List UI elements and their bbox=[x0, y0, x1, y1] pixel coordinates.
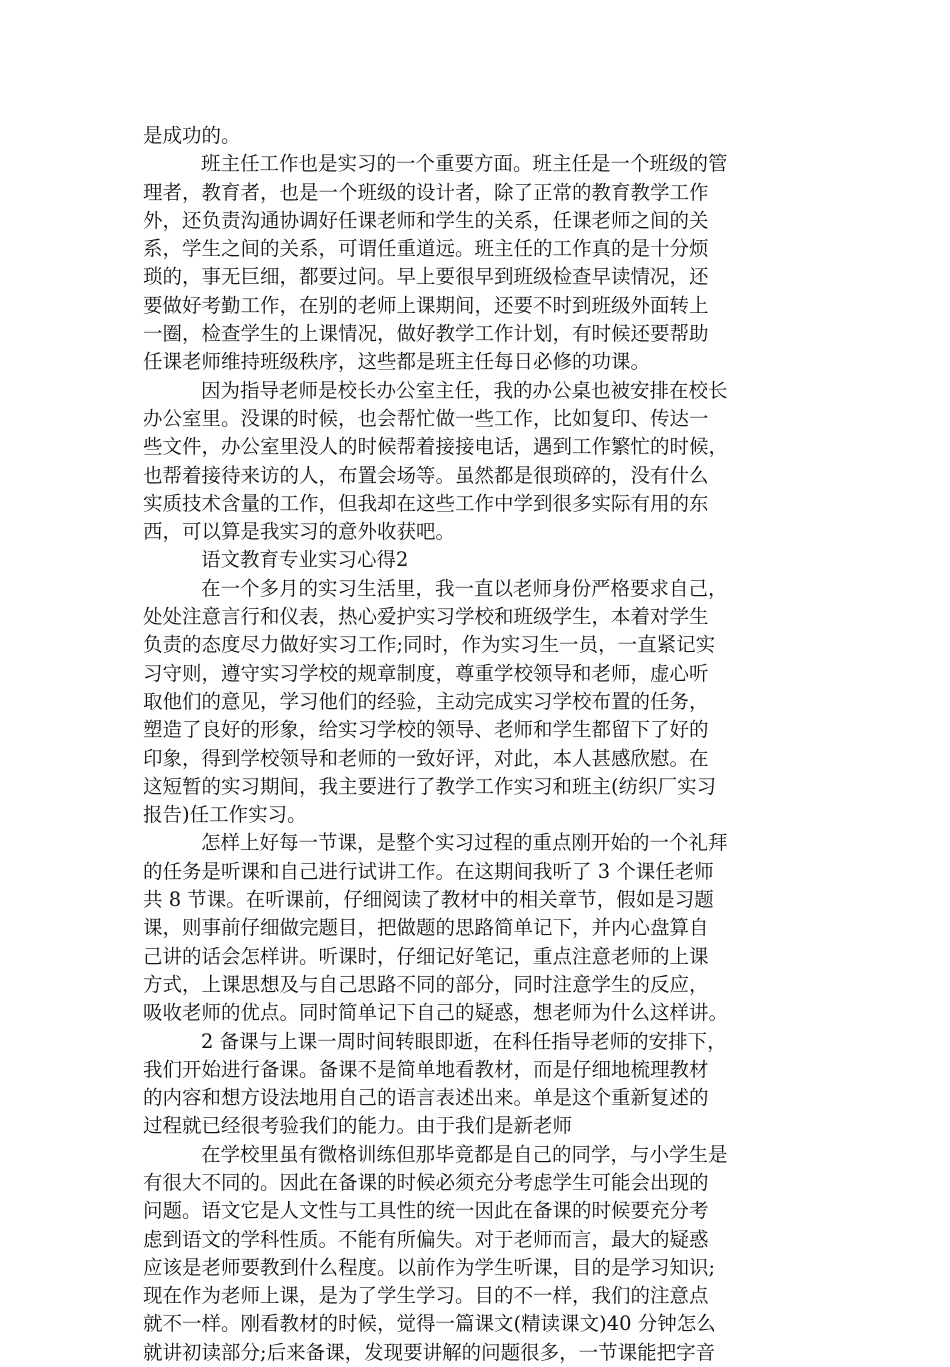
text-line: 的任务是听课和自己进行试讲工作。在这期间我听了 3 个课任老师 bbox=[143, 859, 714, 883]
text-line: 琐的，事无巨细，都要过问。早上要很早到班级检查早读情况，还 bbox=[143, 265, 709, 289]
document-body bbox=[143, 122, 813, 1367]
text-line: 理者，教育者，也是一个班级的设计者，除了正常的教育教学工作 bbox=[143, 180, 709, 204]
text-line: 外，还负责沟通协调好任课老师和学生的关系，任课老师之间的关 bbox=[143, 208, 709, 232]
text-line: 的内容和想方设法地用自己的语言表述出来。单是这个重新复述的 bbox=[143, 1086, 709, 1110]
text-line: 2 备课与上课一周时间转眼即逝，在科任指导老师的安排下， bbox=[201, 1029, 727, 1053]
text-line: 要做好考勤工作，在别的老师上课期间，还要不时到班级外面转上 bbox=[143, 293, 709, 317]
text-line: 过程就已经很考验我们的能力。由于我们是新老师 bbox=[143, 1114, 573, 1138]
text-line: 共 8 节课。在听课前，仔细阅读了教材中的相关章节，假如是习题 bbox=[143, 888, 714, 912]
text-line: 取他们的意见，学习他们的经验，主动完成实习学校布置的任务， bbox=[143, 689, 709, 713]
text-line: 印象，得到学校领导和老师的一致好评，对此，本人甚感欣慰。在 bbox=[143, 746, 709, 770]
text-line: 处处注意言行和仪表，热心爱护实习学校和班级学生，本着对学生 bbox=[143, 605, 709, 629]
text-line: 些文件，办公室里没人的时候帮着接接电话，遇到工作繁忙的时候， bbox=[143, 435, 729, 459]
text-line: 吸收老师的优点。同时简单记下自己的疑惑，想老师为什么这样讲。 bbox=[143, 1001, 729, 1025]
text-line: 报告)任工作实习。 bbox=[143, 803, 307, 827]
text-line: 我们开始进行备课。备课不是简单地看教材，而是仔细地梳理教材 bbox=[143, 1057, 709, 1081]
text-line: 在一个多月的实习生活里，我一直以老师身份严格要求自己， bbox=[201, 576, 728, 600]
text-line: 问题。语文它是人文性与工具性的统一因此在备课的时候要充分考 bbox=[143, 1199, 709, 1223]
text-line: 有很大不同的。因此在备课的时候必须充分考虑学生可能会出现的 bbox=[143, 1170, 709, 1194]
text-line: 现在作为老师上课，是为了学生学习。目的不一样，我们的注意点 bbox=[143, 1284, 709, 1308]
text-line: 应该是老师要教到什么程度。以前作为学生听课，目的是学习知识; bbox=[143, 1255, 716, 1279]
text-line: 系，学生之间的关系，可谓任重道远。班主任的工作真的是十分烦 bbox=[143, 237, 709, 261]
text-line: 负责的态度尽力做好实习工作;同时，作为实习生一员，一直紧记实 bbox=[143, 633, 716, 657]
text-line: 实质技术含量的工作，但我却在这些工作中学到很多实际有用的东 bbox=[143, 491, 709, 515]
text-line: 怎样上好每一节课，是整个实习过程的重点刚开始的一个礼拜 bbox=[201, 831, 728, 855]
text-line: 就讲初读部分;后来备课，发现要讲解的问题很多，一节课能把字音 bbox=[143, 1340, 716, 1364]
text-line: 班主任工作也是实习的一个重要方面。班主任是一个班级的管 bbox=[201, 152, 728, 176]
text-line: 这短暂的实习期间，我主要进行了教学工作实习和班主(纺织厂实习 bbox=[143, 774, 717, 798]
text-line: 任课老师维持班级秩序，这些都是班主任每日必修的功课。 bbox=[143, 350, 651, 374]
text-line: 方式，上课思想及与自己思路不同的部分，同时注意学生的反应， bbox=[143, 972, 709, 996]
text-line: 虑到语文的学科性质。不能有所偏失。对于老师而言，最大的疑惑 bbox=[143, 1227, 709, 1251]
text-line: 就不一样。刚看教材的时候，觉得一篇课文(精读课文)40 分钟怎么 bbox=[143, 1312, 716, 1336]
text-line: 西，可以算是我实习的意外收获吧。 bbox=[143, 520, 456, 544]
text-line: 一圈，检查学生的上课情况，做好教学工作计划，有时候还要帮助 bbox=[143, 322, 709, 346]
text-line: 因为指导老师是校长办公室主任，我的办公桌也被安排在校长 bbox=[201, 378, 728, 402]
text-line: 己讲的话会怎样讲。听课时，仔细记好笔记，重点注意老师的上课 bbox=[143, 944, 709, 968]
text-line: 办公室里。没课的时候，也会帮忙做一些工作，比如复印、传达一 bbox=[143, 406, 709, 430]
text-line: 是成功的。 bbox=[143, 124, 241, 147]
text-line: 语文教育专业实习心得2 bbox=[201, 548, 409, 572]
text-line: 课，则事前仔细做完题目，把做题的思路简单记下，并内心盘算自 bbox=[143, 916, 709, 940]
text-line: 也帮着接待来访的人，布置会场等。虽然都是很琐碎的，没有什么 bbox=[143, 463, 709, 487]
text-line: 习守则，遵守实习学校的规章制度，尊重学校领导和老师，虚心听 bbox=[143, 661, 709, 685]
text-line: 在学校里虽有微格训练但那毕竟都是自己的同学，与小学生是 bbox=[201, 1142, 728, 1166]
text-line: 塑造了良好的形象，给实习学校的领导、老师和学生都留下了好的 bbox=[143, 718, 709, 742]
